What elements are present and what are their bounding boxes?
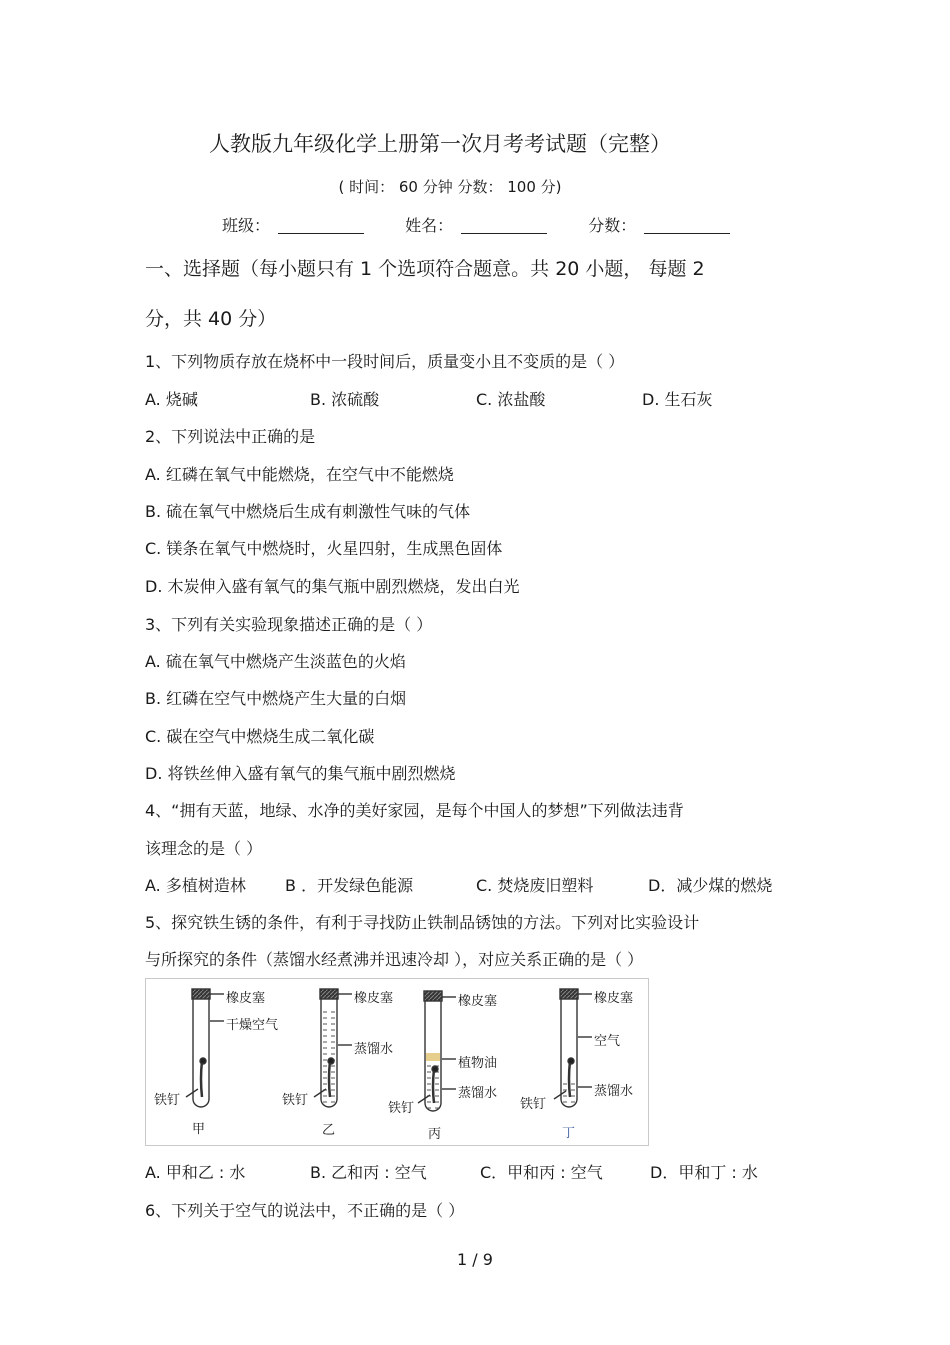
q2-option-b: B. 硫在氧气中燃烧后生成有刺激性气味的气体: [145, 502, 471, 521]
section-heading: 一、选择题（每小题只有 1 个选项符合题意。共 20 小题， 每题 2: [145, 258, 705, 280]
class-label: 班级：: [222, 216, 271, 235]
section-heading-cont: 分，共 40 分）: [145, 308, 277, 330]
name-label: 姓名：: [405, 216, 454, 235]
tube-jia-label-air: 干燥空气: [226, 1018, 279, 1033]
exam-info: ( 时间： 60 分钟 分数： 100 分): [338, 178, 562, 196]
question-3: 3、下列有关实验现象描述正确的是（ ）: [145, 615, 433, 634]
page-title: 人教版九年级化学上册第一次月考考试题（完整）: [209, 132, 671, 156]
question-1: 1、下列物质存放在烧杯中一段时间后，质量变小且不变质的是（ ）: [145, 352, 625, 371]
q2-option-a: A. 红磷在氧气中能燃烧，在空气中不能燃烧: [145, 465, 454, 484]
tube-ding-label-nail: 铁钉: [520, 1097, 547, 1112]
tube-yi-label-nail: 铁钉: [282, 1093, 309, 1108]
test-tube-figure: [145, 978, 649, 1146]
q5-option-c: C．甲和丙 : 空气: [480, 1163, 603, 1182]
score-label: 分数：: [588, 216, 637, 235]
tube-ding-label-stopper: 橡皮塞: [594, 991, 634, 1006]
question-4-cont: 该理念的是（ ）: [145, 839, 263, 858]
tube-bing-label-stopper: 橡皮塞: [458, 994, 498, 1009]
tube-jia-label-nail: 铁钉: [154, 1093, 181, 1108]
question-6: 6、下列关于空气的说法中，不正确的是（ ）: [145, 1201, 465, 1220]
tube-ding-label-water: 蒸馏水: [594, 1084, 634, 1099]
q5-option-d: D．甲和丁 : 水: [650, 1163, 758, 1182]
q5-option-a: A. 甲和乙 : 水: [145, 1163, 246, 1182]
q3-option-b: B. 红磷在空气中燃烧产生大量的白烟: [145, 689, 407, 708]
q1-option-b: B. 浓硫酸: [310, 390, 380, 409]
question-2: 2、下列说法中正确的是: [145, 427, 316, 446]
q1-option-d: D. 生石灰: [642, 390, 713, 409]
page-number: 1 / 9: [457, 1250, 493, 1269]
tube-jia-name: 甲: [192, 1122, 206, 1137]
tube-bing-label-nail: 铁钉: [388, 1101, 415, 1116]
question-5-cont: 与所探究的条件（蒸馏水经煮沸并迅速冷却 ），对应关系正确的是（ ）: [145, 950, 644, 969]
student-info-fields: [222, 213, 730, 236]
q1-option-a: A. 烧碱: [145, 390, 198, 409]
tube-yi-label-stopper: 橡皮塞: [354, 991, 394, 1006]
tube-ding-label-air: 空气: [594, 1034, 621, 1049]
tube-yi-label-water: 蒸馏水: [354, 1042, 394, 1057]
q5-option-b: B. 乙和丙 : 空气: [310, 1163, 427, 1182]
name-blank: [461, 215, 547, 234]
q3-option-c: C. 碳在空气中燃烧生成二氧化碳: [145, 727, 375, 746]
tube-bing-label-oil: 植物油: [458, 1056, 498, 1071]
q4-option-c: C. 焚烧废旧塑料: [476, 876, 594, 895]
q3-option-a: A. 硫在氧气中燃烧产生淡蓝色的火焰: [145, 652, 406, 671]
score-blank: [644, 215, 730, 234]
q2-option-d: D. 木炭伸入盛有氧气的集气瓶中剧烈燃烧，发出白光: [145, 577, 520, 596]
class-blank: [278, 215, 364, 234]
question-4: 4、“拥有天蓝，地绿、水净的美好家园，是每个中国人的梦想”下列做法违背: [145, 801, 684, 820]
q3-option-d: D. 将铁丝伸入盛有氧气的集气瓶中剧烈燃烧: [145, 764, 456, 783]
tube-jia-label-stopper: 橡皮塞: [226, 991, 266, 1006]
tube-bing-label-water: 蒸馏水: [458, 1086, 498, 1101]
tube-yi-name: 乙: [322, 1123, 336, 1138]
q4-option-d: D．减少煤的燃烧: [648, 876, 773, 895]
question-5: 5、探究铁生锈的条件，有利于寻找防止铁制品锈蚀的方法。下列对比实验设计: [145, 913, 700, 932]
q4-option-a: A. 多植树造林: [145, 876, 246, 895]
q2-option-c: C. 镁条在氧气中燃烧时，火星四射，生成黑色固体: [145, 539, 503, 558]
q4-option-b: B ．开发绿色能源: [285, 876, 414, 895]
test-tube-diagram: [146, 979, 648, 1145]
tube-bing-name: 丙: [428, 1127, 442, 1142]
tube-ding-name: 丁: [562, 1126, 576, 1141]
q1-option-c: C. 浓盐酸: [476, 390, 546, 409]
